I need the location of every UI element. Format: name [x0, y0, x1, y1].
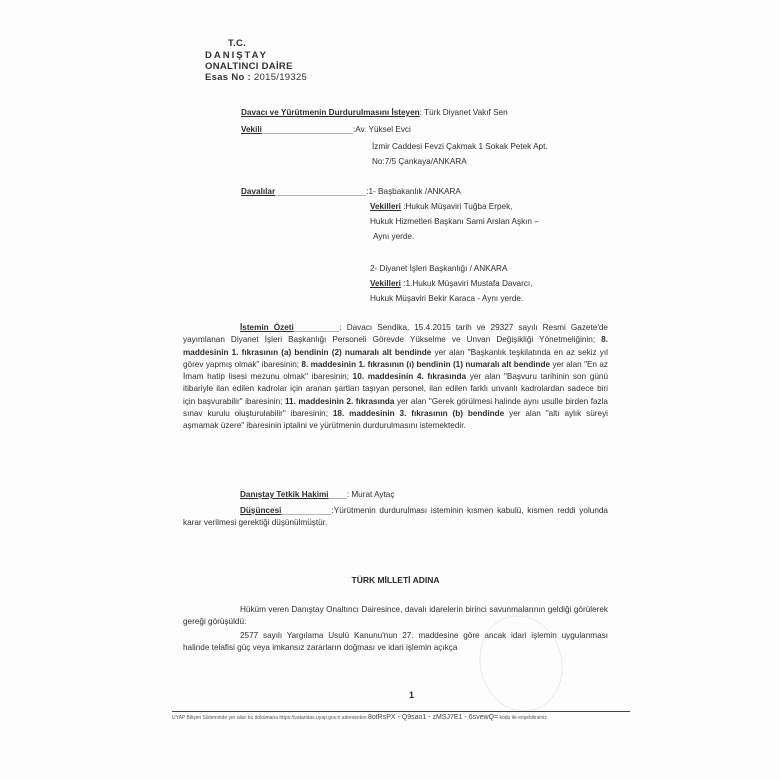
defendants-row — [241, 187, 461, 196]
summary-text-5: yer alan "Gerek görülmesi halinde aynı usulle birden fazla sınav kurulu oluşturulabilir" ibaresinin; — [183, 396, 608, 419]
header-chamber: ONALTINCI DAİRE — [205, 61, 293, 72]
footer-rule — [172, 711, 630, 712]
plaintiff-label: Davacı ve Yürütmenin Durdurulmasını İsteyen — [241, 108, 420, 117]
esas-label: Esas No : — [205, 72, 251, 83]
attorney-value: :Av. Yüksel Evci — [353, 125, 411, 134]
footer-verification-code: 8otRsPX - Q9sao1 - zMSJ7E1 - 6svewQ= — [367, 714, 499, 721]
judge-value: : Murat Aytaç — [346, 490, 395, 499]
footer — [172, 714, 547, 721]
def2-reps-value: :1.Hukuk Müşaviri Mustafa Davarcı, — [400, 279, 533, 288]
def1-reps-label: Vekilleri — [370, 202, 401, 211]
header-tc: T.C. — [228, 38, 247, 49]
judge-row — [240, 490, 394, 499]
def2-reps-label: Vekilleri — [370, 279, 401, 288]
verdict-title: TÜRK MİLLETİ ADINA — [351, 575, 440, 585]
header-case-number — [205, 72, 307, 83]
opinion-fill: ___________ — [281, 506, 332, 515]
summary-bold-4: 11. maddesinin 2. fıkrasında — [284, 396, 395, 406]
verdict-paragraph-2: 2577 sayılı Yargılama Usulü Kanunu'nun 27. maddesine göre ancak idari işlemin uygulanması halinde telafisi güç veya imkansız zararların doğması ve idari işlemin açıkça — [183, 631, 608, 653]
defendants-label: Davalılar — [241, 187, 276, 196]
defendant-2: 2- Diyanet İşleri Başkanlığı / ANKARA — [370, 264, 508, 273]
defendant-1-reps-line3: Aynı yerde. — [373, 232, 415, 241]
def1-reps-value: :Hukuk Müşaviri Tuğba Erpek, — [400, 202, 513, 211]
plaintiff-row — [241, 108, 508, 117]
attorney-row — [241, 125, 411, 134]
attorney-fill: ____________________ — [261, 125, 354, 134]
opinion-label: Düşüncesi — [240, 506, 282, 515]
defendants-fill: ____________________ — [275, 187, 367, 196]
summary-label: İstemin Özeti — [240, 323, 294, 332]
opinion — [183, 505, 608, 530]
summary-bold-1: 8. maddesinin 1. fıkrasının (a) bendinin (2) numaralı alt bendinde — [183, 335, 608, 357]
defendant-1-reps-line2: Hukuk Hizmetleri Başkanı Sami Arslan Aşkın – — [370, 217, 539, 226]
attorney-address-2: No:7/5 Çankaya/ANKARA — [372, 157, 467, 166]
judge-label: Danıştay Tetkik Hakimi — [240, 490, 329, 499]
opinion-value: :Yürütmenin durdurulması isteminin kısmen kabulü, kısmen reddi yolunda karar verilmesi gerektiği düşünülmüştür. — [183, 506, 608, 528]
summary-bold-2: 8. maddesinin 1. fıkrasının (ı) bendinin (1) numaralı alt bendinde — [301, 359, 551, 369]
defendant-2-reps-line2: Hukuk Müşaviri Bekir Karaca - Aynı yerde. — [370, 294, 524, 303]
footer-uyap-text: UYAP Bilişim Sisteminde yer alan bu dokümana https://vatandas.uyap.gov.tr adresinden — [172, 715, 367, 721]
summary-text-6: yer alan "altı aylık süreyi aşmamak üzere" ibaresinin iptalini ve yürütmenin durdurulmasını istemektedir. — [183, 409, 609, 431]
defendant-1-reps — [370, 202, 512, 211]
defendant-2-reps — [370, 279, 532, 288]
summary-text-3: yer alan "En az İmam hatip lisesi mezunu olmak" ibaresinin; — [183, 359, 608, 382]
header-court: DANIŞTAY — [205, 50, 268, 61]
esas-value: 2015/19325 — [253, 72, 308, 83]
summary-text-1: : Davacı Sendika, 15.4.2015 tarih ve 29327 sayılı Resmi Gazete'de yayımlanan Diyanet İşleri Başkanlığı Personeli Görevde Yükselme ve Unvan Değişikliği Yönetmeliğinin; — [183, 323, 608, 345]
summary-bold-3: 10. maddesinin 4. fıkrasında — [352, 372, 467, 382]
plaintiff-value: : Türk Diyanet Vakıf Sen — [419, 108, 508, 117]
claim-summary — [183, 322, 608, 433]
summary-bold-5: 18. maddesinin 3. fıkrasının (b) bendinde — [332, 409, 505, 419]
attorney-label: Vekili — [241, 125, 262, 134]
defendant-1: :1- Başbakanlık /ANKARA — [366, 187, 461, 196]
verdict-paragraph-1: Hüküm veren Danıştay Onaltıncı Dairesince, davalı idarelerin birinci savunmalarının geldiği görülerek gereği görüşüldü: — [183, 605, 608, 627]
attorney-address-1: İzmir Caddesi Fevzi Çakmak 1 Sokak Petek Apt. — [372, 142, 548, 151]
page-number: 1 — [409, 690, 415, 700]
summary-text-2: yer alan "Başkanlık teşkilatında en az sekiz yıl görev yapmış olmak" ibaresinin; — [183, 347, 608, 369]
judge-fill: ____ — [328, 490, 347, 499]
summary-fill: __________ — [293, 323, 340, 332]
summary-text-4: yer alan "Başvuru tarihinin son günü itibariyle ilan edilen kadrolar için aranan şartları taşıyan personel, ilan edilen farklı unvanlı kadrolardan sadece biri için başvurabilir" ibaresinin; — [183, 372, 609, 406]
footer-tail: kodu ile erişebilirsiniz — [499, 715, 547, 721]
